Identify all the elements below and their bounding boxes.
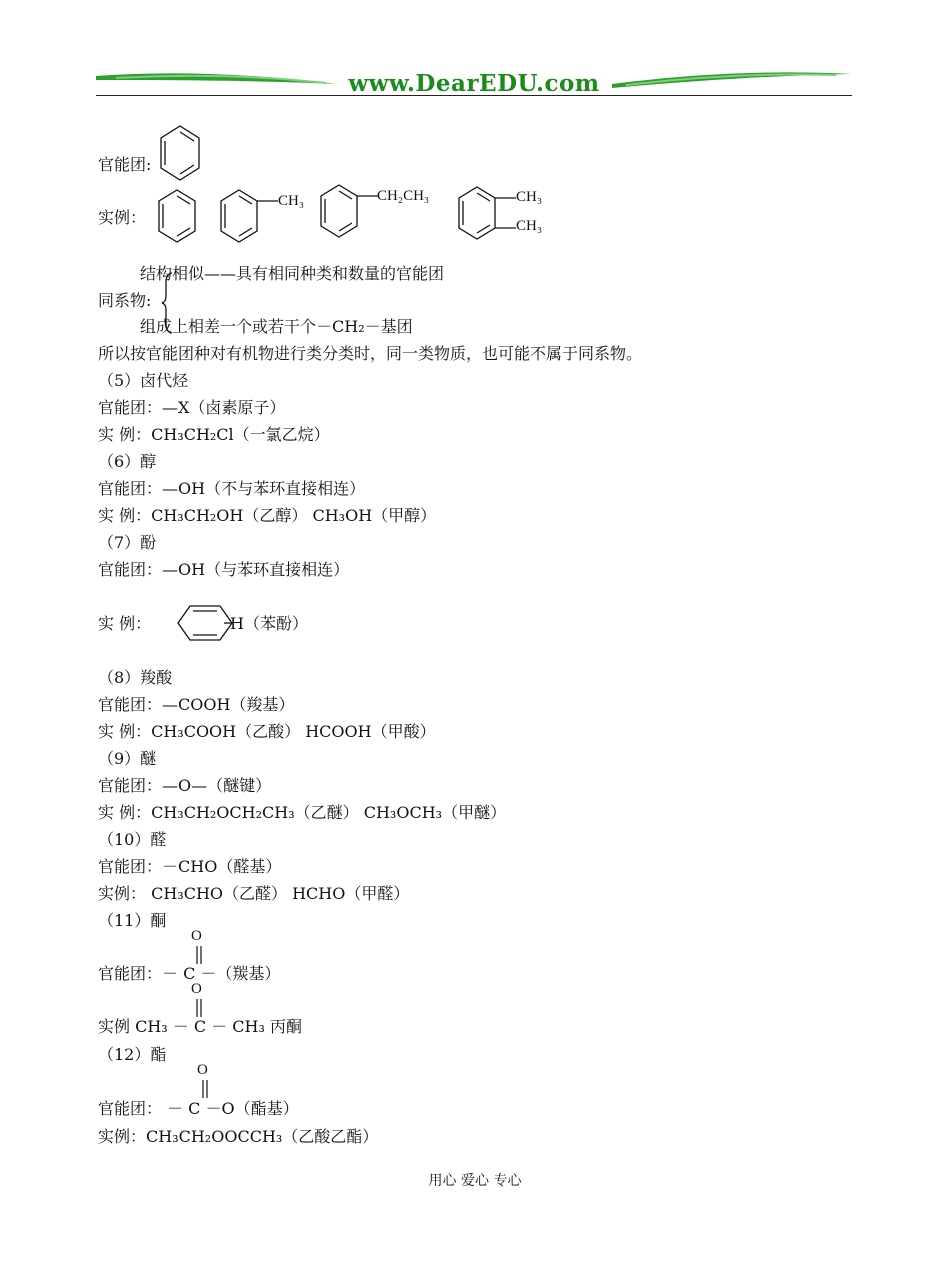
- double-bond-icon: [195, 946, 203, 964]
- alcohol-example: 实 例：CH₃CH₂OH（乙醇） CH₃OH（甲醇）: [98, 506, 437, 525]
- header-rule: [96, 95, 852, 96]
- ether-example: 实 例：CH₃CH₂OCH₂CH₃（乙醚） CH₃OCH₃（甲醚）: [98, 803, 507, 822]
- aldehyde-group: 官能团：－CHO（醛基）: [98, 857, 282, 876]
- double-bond-icon: [201, 1080, 209, 1098]
- ester-title: （12）酯: [98, 1045, 167, 1064]
- ester-group: 官能团： － C －O（酯基）: [98, 1099, 299, 1118]
- phenol-example-suffix: H（苯酚）: [230, 614, 308, 633]
- double-bond-icon: [195, 999, 203, 1017]
- homolog-label: 同系物:: [98, 291, 152, 310]
- xylene-ch3-bottom: CH₃: [516, 218, 543, 234]
- acid-title: （8）羧酸: [98, 668, 173, 687]
- homolog-line2: 组成上相差一个或若干个－CH₂－基团: [140, 317, 413, 336]
- page-footer: 用心 爱心 专心: [428, 1173, 522, 1189]
- ester-oxygen: O: [197, 1062, 208, 1078]
- haloalkane-title: （5）卤代烃: [98, 371, 189, 390]
- ketone-oxygen-1: O: [191, 928, 202, 944]
- acid-example: 实 例：CH₃COOH（乙酸） HCOOH（甲酸）: [98, 722, 436, 741]
- phenol-ring-icon: [176, 604, 234, 642]
- toluene-ch3-label: CH₃: [278, 193, 305, 209]
- site-logo-text: www.DearEDU.com: [348, 70, 600, 97]
- ethylbenzene-icon: [318, 183, 380, 239]
- benzene-ring-icon: [158, 124, 202, 182]
- alcohol-title: （6）醇: [98, 452, 157, 471]
- benzene-group-label: 官能团:: [98, 155, 152, 174]
- ether-group: 官能团：—O—（醚键）: [98, 776, 272, 795]
- ethylbenzene-label: CH₂CH₃: [377, 188, 430, 204]
- ketone-oxygen-2: O: [191, 981, 202, 997]
- ether-title: （9）醚: [98, 749, 157, 768]
- haloalkane-example: 实 例：CH₃CH₂Cl（一氯乙烷）: [98, 425, 330, 444]
- phenol-title: （7）酚: [98, 533, 157, 552]
- aldehyde-example: 实例： CH₃CHO（乙醛） HCHO（甲醛）: [98, 884, 410, 903]
- xylene-icon: [456, 185, 518, 241]
- alcohol-group: 官能团：—OH（不与苯环直接相连）: [98, 479, 366, 498]
- ketone-example: 实例 CH₃ － C － CH₃ 丙酮: [98, 1017, 302, 1036]
- haloalkane-group: 官能团：—X（卤素原子）: [98, 398, 286, 417]
- ester-example: 实例：CH₃CH₂OOCCH₃（乙酸乙酯）: [98, 1127, 379, 1146]
- homolog-note: 所以按官能团种对有机物进行类分类时，同一类物质，也可能不属于同系物。: [98, 344, 643, 363]
- phenol-group: 官能团：—OH（与苯环直接相连）: [98, 560, 350, 579]
- ketone-title: （11）酮: [98, 911, 167, 930]
- acid-group: 官能团：—COOH（羧基）: [98, 695, 295, 714]
- benzene-example-icon: [156, 188, 198, 244]
- benzene-examples-label: 实例：: [98, 208, 147, 227]
- header-banner: [96, 66, 852, 102]
- ketone-group: 官能团：－ C －（羰基）: [98, 964, 281, 983]
- phenol-example-label: 实 例：: [98, 614, 152, 633]
- xylene-ch3-top: CH₃: [516, 189, 543, 205]
- aldehyde-title: （10）醛: [98, 830, 167, 849]
- toluene-icon: [218, 188, 280, 244]
- homolog-line1: 结构相似——具有相同种类和数量的官能团: [140, 264, 445, 283]
